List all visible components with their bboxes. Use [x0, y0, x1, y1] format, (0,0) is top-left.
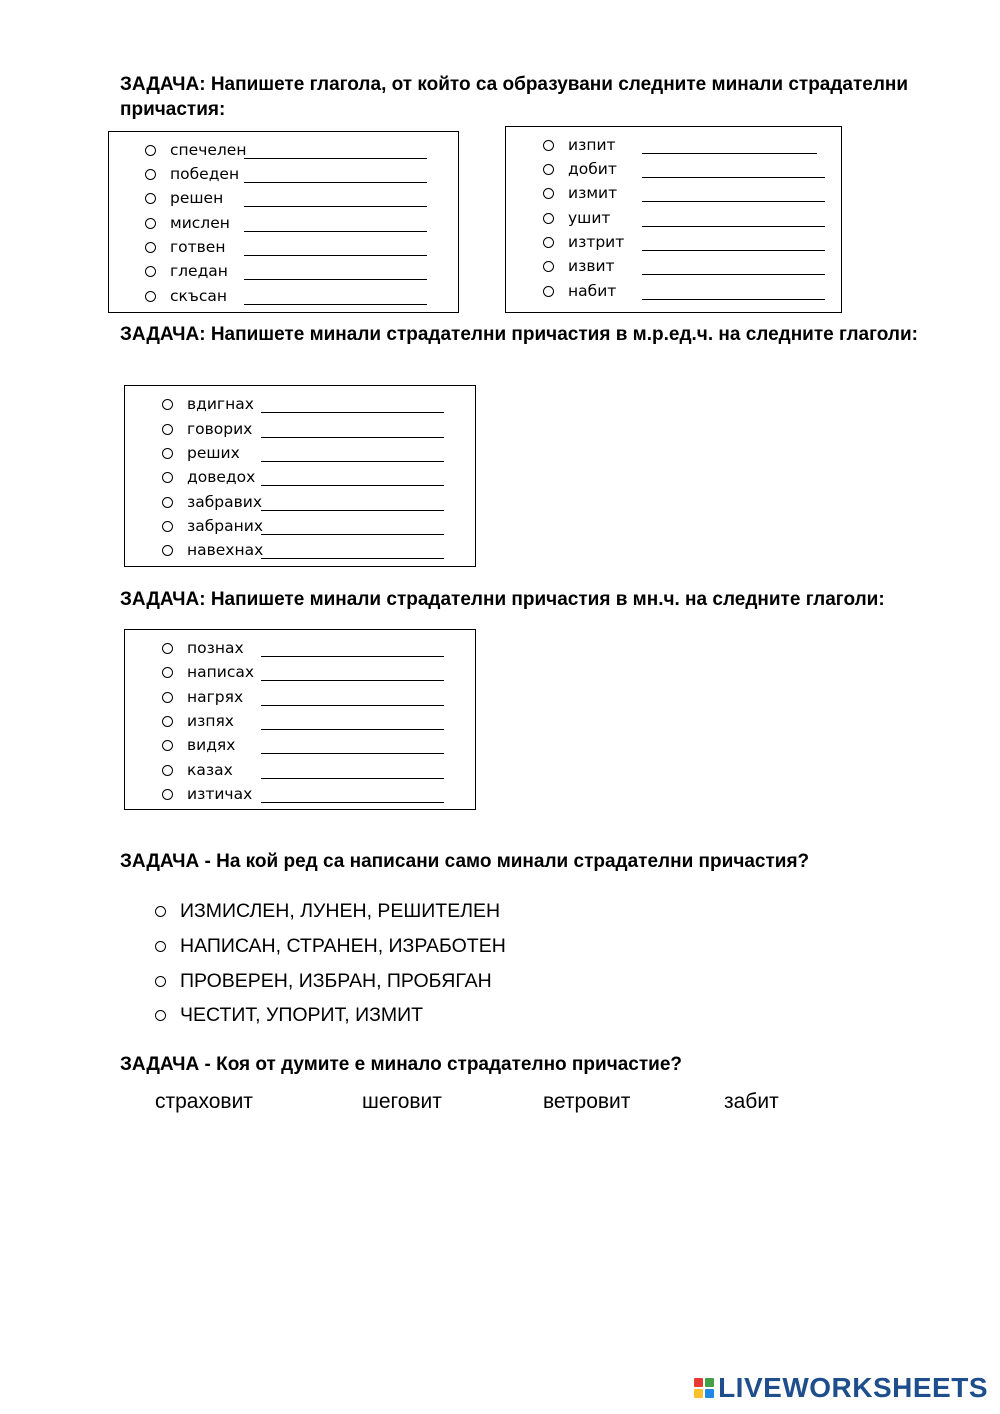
task4-option-label-1: ИЗМИСЛЕН, ЛУНЕН, РЕШИТЕЛЕН: [180, 899, 501, 922]
task4-option-label-4: ЧЕСТИТ, УПОРИТ, ИЗМИТ: [180, 1003, 424, 1026]
logo-mark-icon: [694, 1378, 714, 1398]
task1-right-answer-1[interactable]: [642, 137, 817, 154]
bullet-icon: [162, 789, 173, 800]
task5-choice-1[interactable]: страховит: [155, 1090, 253, 1113]
task3-answer-2[interactable]: [261, 664, 444, 681]
radio-icon[interactable]: [155, 906, 166, 917]
task4-option-4[interactable]: [155, 1000, 423, 1030]
radio-icon[interactable]: [155, 1010, 166, 1021]
task1-right-word-7: набит: [568, 282, 617, 300]
task1-right-word-5: изтрит: [568, 233, 625, 251]
task2-answer-6[interactable]: [261, 518, 444, 535]
task1-right-answer-7[interactable]: [642, 283, 825, 300]
bullet-icon: [145, 193, 156, 204]
task4-option-3[interactable]: [155, 966, 492, 996]
task4-option-1[interactable]: [155, 896, 500, 926]
task2-word-5: забравих: [187, 493, 263, 511]
task3-row-5: [162, 733, 444, 757]
task1-left-row-1: [145, 138, 427, 162]
task1-left-word-1: спечелен: [170, 141, 247, 159]
bullet-icon: [162, 643, 173, 654]
task1-left-word-6: гледан: [170, 262, 228, 280]
task2-answer-1[interactable]: [261, 396, 444, 413]
task2-row-2: [162, 417, 444, 441]
task3-answer-3[interactable]: [261, 689, 444, 706]
bullet-icon: [162, 716, 173, 727]
task3-row-6: [162, 758, 444, 782]
logo-text: LIVEWORKSHEETS: [718, 1372, 988, 1403]
task1-right-answer-6[interactable]: [642, 258, 825, 275]
task2-title: ЗАДАЧА: Напишете минали страдателни причастия в м.р.ед.ч. на следните глаголи:: [120, 324, 918, 345]
task3-word-5: видях: [187, 736, 236, 754]
task1-right-word-2: добит: [568, 160, 617, 178]
task1-left-word-5: готвен: [170, 238, 226, 256]
bullet-icon: [162, 497, 173, 508]
bullet-icon: [543, 286, 554, 297]
task2-row-5: [162, 490, 444, 514]
task1-left-row-3: [145, 186, 427, 210]
task2-word-3: реших: [187, 444, 240, 462]
task1-right-word-1: изпит: [568, 136, 616, 154]
task2-row-7: [162, 538, 444, 562]
task5-title: ЗАДАЧА - Коя от думите е минало страдателно причастие?: [120, 1054, 683, 1075]
bullet-icon: [162, 765, 173, 776]
task5-choice-2[interactable]: шеговит: [362, 1090, 442, 1113]
bullet-icon: [145, 291, 156, 302]
bullet-icon: [145, 218, 156, 229]
bullet-icon: [145, 242, 156, 253]
liveworksheets-logo: [694, 1372, 988, 1404]
task2-answer-2[interactable]: [261, 421, 444, 438]
task1-title: ЗАДАЧА: Напишете глагола, от който са образувани следните минали страдателни причастия:: [120, 74, 909, 120]
task3-answer-1[interactable]: [261, 640, 444, 657]
task1-left-answer-6[interactable]: [244, 263, 427, 280]
task4-option-2[interactable]: [155, 931, 506, 961]
bullet-icon: [145, 145, 156, 156]
bullet-icon: [162, 472, 173, 483]
bullet-icon: [162, 740, 173, 751]
task3-row-3: [162, 685, 444, 709]
task2-row-6: [162, 514, 444, 538]
task5-choice-3[interactable]: ветровит: [543, 1090, 631, 1113]
bullet-icon: [145, 266, 156, 277]
task3-row-2: [162, 660, 444, 684]
task2-word-7: навехнах: [187, 541, 264, 559]
bullet-icon: [543, 237, 554, 248]
task4-title: ЗАДАЧА - На кой ред са написани само минали страдателни причастия?: [120, 851, 810, 872]
task1-left-row-6: [145, 259, 427, 283]
task2-row-4: [162, 465, 444, 489]
task1-left-answer-2[interactable]: [244, 166, 427, 183]
task1-left-word-4: мислен: [170, 214, 230, 232]
task3-word-3: нагрях: [187, 688, 244, 706]
task1-left-answer-4[interactable]: [244, 215, 427, 232]
task3-word-6: казах: [187, 761, 233, 779]
task3-word-1: познах: [187, 639, 244, 657]
task1-right-row-4: [543, 206, 825, 230]
task3-word-7: изтичах: [187, 785, 253, 803]
bullet-icon: [543, 164, 554, 175]
bullet-icon: [162, 399, 173, 410]
task2-word-4: доведох: [187, 468, 256, 486]
task3-row-1: [162, 636, 444, 660]
bullet-icon: [543, 213, 554, 224]
task3-answer-6[interactable]: [261, 762, 444, 779]
task1-right-row-3: [543, 181, 825, 205]
bullet-icon: [162, 448, 173, 459]
task1-left-answer-5[interactable]: [244, 239, 427, 256]
task2-answer-7[interactable]: [261, 542, 444, 559]
task1-right-answer-4[interactable]: [642, 210, 825, 227]
task1-left-row-4: [145, 211, 427, 235]
task2-row-3: [162, 441, 444, 465]
task1-left-row-7: [145, 284, 427, 308]
task1-right-word-6: извит: [568, 257, 615, 275]
bullet-icon: [543, 261, 554, 272]
bullet-icon: [162, 667, 173, 678]
task1-left-answer-7[interactable]: [244, 288, 427, 305]
task1-right-row-5: [543, 230, 825, 254]
task2-answer-3[interactable]: [261, 445, 444, 462]
task1-left-word-3: решен: [170, 189, 224, 207]
task1-right-answer-3[interactable]: [642, 185, 825, 202]
bullet-icon: [543, 188, 554, 199]
task3-answer-4[interactable]: [261, 713, 444, 730]
bullet-icon: [543, 140, 554, 151]
task1-right-row-7: [543, 279, 825, 303]
task1-right-row-2: [543, 157, 825, 181]
task4-option-label-3: ПРОВЕРЕН, ИЗБРАН, ПРОБЯГАН: [180, 969, 492, 992]
task1-left-row-5: [145, 235, 427, 259]
task2-answer-5[interactable]: [261, 494, 444, 511]
task3-row-4: [162, 709, 444, 733]
task2-row-1: [162, 392, 444, 416]
task4-option-label-2: НАПИСАН, СТРАНЕН, ИЗРАБОТЕН: [180, 934, 506, 957]
task3-answer-5[interactable]: [261, 737, 444, 754]
task3-word-4: изпях: [187, 712, 234, 730]
task2-word-6: забраних: [187, 517, 264, 535]
task5-choice-4[interactable]: забит: [724, 1090, 779, 1113]
task1-right-row-6: [543, 254, 825, 278]
task3-title: ЗАДАЧА: Напишете минали страдателни причастия в мн.ч. на следните глаголи:: [120, 589, 885, 610]
task3-word-2: написах: [187, 663, 255, 681]
task2-word-1: вдигнах: [187, 395, 254, 413]
task3-row-7: [162, 782, 444, 806]
bullet-icon: [162, 521, 173, 532]
bullet-icon: [162, 692, 173, 703]
task1-right-answer-5[interactable]: [642, 234, 825, 251]
task1-left-word-2: победен: [170, 165, 240, 183]
bullet-icon: [145, 169, 156, 180]
task1-left-row-2: [145, 162, 427, 186]
task1-left-answer-1[interactable]: [244, 142, 427, 159]
radio-icon[interactable]: [155, 976, 166, 987]
task1-left-answer-3[interactable]: [244, 190, 427, 207]
task1-left-word-7: скъсан: [170, 287, 227, 305]
task1-right-word-3: измит: [568, 184, 618, 202]
task1-right-row-1: [543, 133, 817, 157]
radio-icon[interactable]: [155, 941, 166, 952]
task2-word-2: говорих: [187, 420, 253, 438]
task2-answer-4[interactable]: [261, 469, 444, 486]
task1-right-answer-2[interactable]: [642, 161, 825, 178]
task1-right-word-4: ушит: [568, 209, 611, 227]
task3-answer-7[interactable]: [261, 786, 444, 803]
bullet-icon: [162, 424, 173, 435]
bullet-icon: [162, 545, 173, 556]
